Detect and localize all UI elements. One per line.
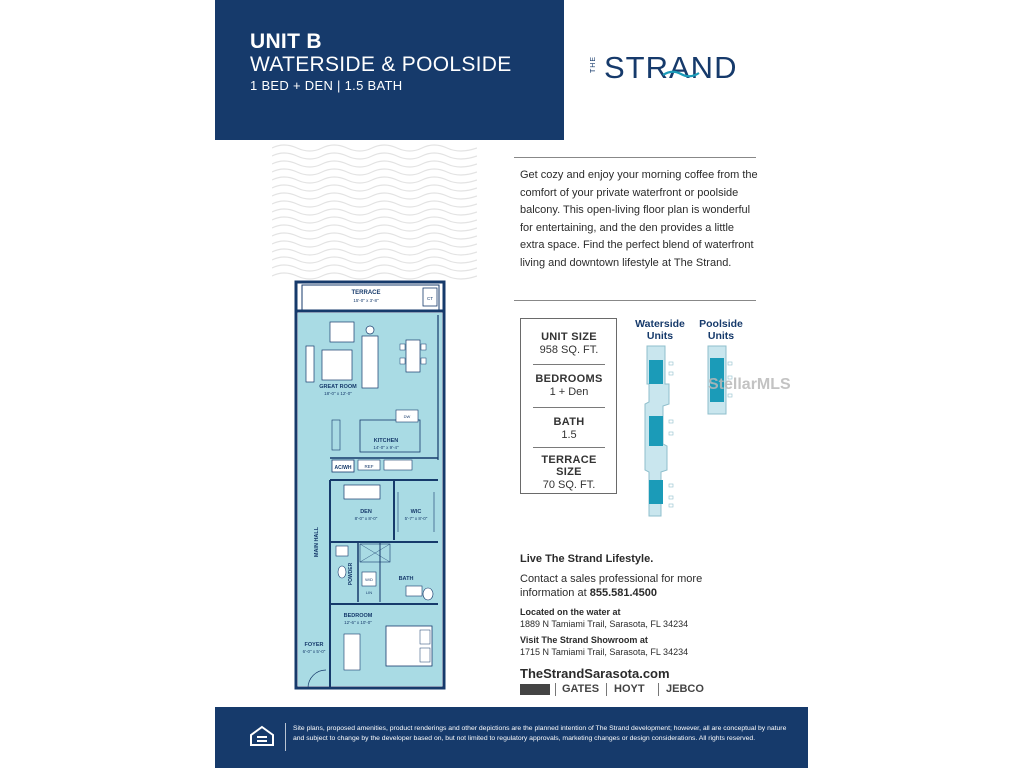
cta-contact	[520, 572, 740, 600]
footer-disclaimer: Site plans, proposed amenities, product renderings and other depictions are the planned intention of The Strand development; however, all are conceptual by nature and subject to change by the developer based on, but not limited to regulatory approvals, marketing changes or design considerations. All rights reserved.	[293, 725, 787, 742]
footer-divider	[285, 723, 286, 751]
decorative-waves	[272, 142, 477, 282]
stat-value: 958 SQ. FT.	[539, 344, 599, 356]
poolside-units-label	[694, 318, 748, 342]
logo-word: STRAND	[604, 50, 738, 85]
powder-label: POWDER	[348, 562, 354, 586]
ct-label: CT	[427, 296, 433, 301]
terrace-label: TERRACE	[351, 290, 381, 296]
stat-label: BEDROOMS	[535, 373, 603, 385]
showroom-address: 1715 N Tamiami Trail, Sarasota, FL 34234	[520, 647, 689, 657]
partner-hoyt: HOYT	[614, 683, 645, 695]
great-room-dim: 18'-0" x 12'-0"	[324, 391, 352, 396]
terrace-dim: 15'-0" x 3'-8"	[353, 298, 379, 303]
rule-mid	[514, 300, 756, 301]
equal-housing-icon	[249, 725, 275, 753]
floor-plan-drawing	[294, 280, 446, 690]
partner-jebco: JEBCO	[666, 683, 704, 695]
strand-logo	[590, 50, 760, 90]
cta-phone[interactable]: 855.581.4500	[589, 587, 658, 599]
rule-top	[514, 157, 756, 158]
stat-divider	[533, 364, 605, 365]
stat-label: UNIT SIZE	[541, 331, 597, 343]
great-room-label: GREAT ROOM	[319, 384, 357, 390]
ref-label: REF	[364, 464, 374, 469]
kitchen-dim: 14'-0" x 9'-4"	[373, 445, 399, 450]
unit-config: 1 BED + DEN | 1.5 BATH	[250, 78, 403, 93]
stat-divider	[533, 447, 605, 448]
unit-description: Get cozy and enjoy your morning coffee from the comfort of your private waterfront or poolside balcony. This open-living floor plan is wonderful for entertaining, and the den provides a little extra space. Find the perfect blend of waterfront living and downtown lifestyle at The Strand.	[520, 169, 758, 269]
stat-label: TERRACE SIZE	[541, 454, 597, 478]
showroom-block	[520, 634, 770, 658]
wave-icon	[662, 69, 700, 79]
partner-gates: GATES	[562, 683, 600, 695]
foyer-label: FOYER	[304, 642, 324, 648]
partner-divider	[606, 683, 607, 696]
floor-plan	[294, 280, 446, 690]
wd-label: W/D	[365, 577, 373, 582]
cta-headline: Live The Strand Lifestyle.	[520, 553, 654, 565]
waterside-building-diagram	[643, 344, 677, 520]
stat-label: BATH	[553, 416, 585, 428]
stat-bath	[529, 416, 609, 441]
located-label: Located on the water at	[520, 607, 621, 617]
stat-bedrooms	[529, 373, 609, 398]
located-block	[520, 606, 770, 630]
stat-divider	[533, 407, 605, 408]
bedroom-dim: 12'-6" x 10'-0"	[344, 620, 372, 625]
kitchen-label: KITCHEN	[373, 438, 399, 444]
website-link[interactable]: TheStrandSarasota.com	[520, 666, 670, 681]
stat-value: 1 + Den	[549, 386, 589, 398]
bath-label: BATH	[398, 576, 414, 582]
wic-label: WIC	[410, 509, 422, 515]
stat-unit-size	[529, 331, 609, 356]
lin-label: LIN	[365, 590, 373, 595]
den-label: DEN	[360, 509, 372, 515]
waterside-units-label	[630, 318, 690, 342]
poolside-units-text: Poolside Units	[699, 318, 743, 342]
showroom-label: Visit The Strand Showroom at	[520, 635, 648, 645]
located-address: 1889 N Tamiami Trail, Sarasota, FL 34234	[520, 619, 689, 629]
partner-divider	[658, 683, 659, 696]
waterside-unit-highlight	[649, 480, 663, 504]
stat-value: 1.5	[561, 429, 577, 441]
unit-subtitle: WATERSIDE & POOLSIDE	[250, 53, 512, 76]
partner-divider	[555, 683, 556, 696]
stats-box	[520, 318, 617, 494]
den-dim: 8'-0" x 8'-0"	[354, 516, 378, 521]
partner-logos	[520, 683, 710, 697]
bedroom-label: BEDROOM	[343, 613, 373, 619]
partner-logo-badge	[520, 684, 550, 695]
dw-label: DW	[403, 414, 411, 419]
waterside-units-text: Waterside Units	[635, 318, 685, 342]
stat-terrace-size	[529, 454, 609, 491]
footer-banner	[215, 707, 808, 768]
foyer-dim: 6'-0" x 5'-0"	[302, 649, 326, 654]
watermark: StellarMLS	[708, 376, 791, 393]
header-banner	[215, 0, 564, 140]
acwh-label: AC/WH	[334, 465, 352, 471]
waterside-unit-highlight	[649, 360, 663, 384]
stat-value: 70 SQ. FT.	[542, 479, 596, 491]
logo-the: THE	[590, 56, 597, 73]
unit-title: UNIT B	[250, 30, 322, 53]
wic-dim: 5'-7" x 8'-0"	[404, 516, 428, 521]
main-hall-label: MAIN HALL	[314, 526, 320, 558]
cta-contact-text: Contact a sales professional for more information at	[520, 573, 703, 599]
waterside-unit-highlight	[649, 416, 663, 446]
